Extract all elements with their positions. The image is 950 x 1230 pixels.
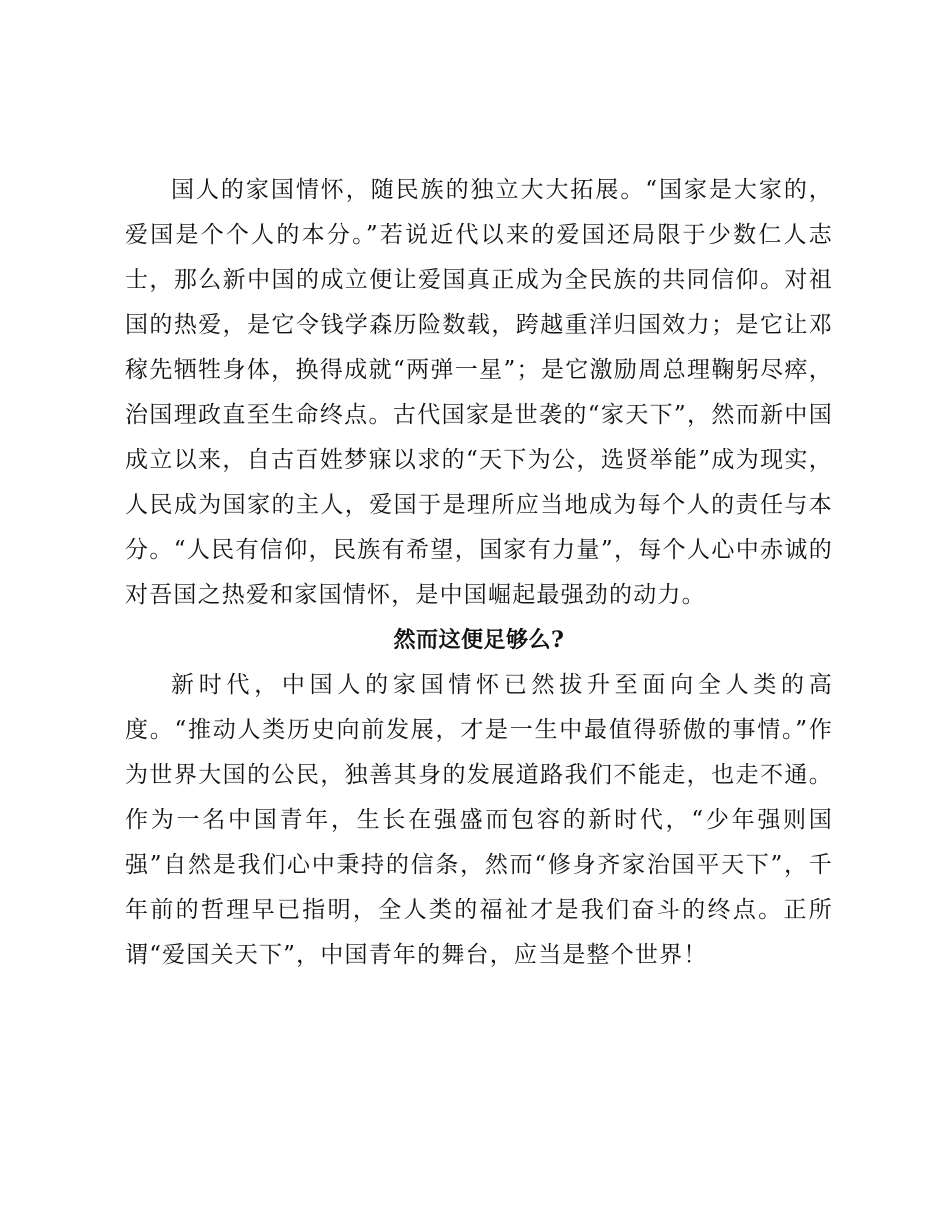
document-body [125,168,833,978]
paragraph-patriotism-history: 国人的家国情怀，随民族的独立大大拓展。“国家是大家的，爱国是个个人的本分。”若说近代以来的爱国还局限于少数仁人志士，那么新中国的成立便让爱国真正成为全民族的共同信仰。对祖国的热爱，是它令钱学森历险数载，跨越重洋归国效力；是它让邓稼先牺牲身体，换得成就“两弹一星”；是它激励周总理鞠躬尽瘁，治国理政直至生命终点。古代国家是世袭的“家天下”，然而新中国成立以来，自古百姓梦寐以求的“天下为公，选贤举能”成为现实，人民成为国家的主人，爱国于是理所应当地成为每个人的责任与本分。“人民有信仰，民族有希望，国家有力量”，每个人心中赤诚的对吾国之热爱和家国情怀，是中国崛起最强劲的动力。 [125,177,833,608]
paragraph-new-era: 新时代，中国人的家国情怀已然拔升至面向全人类的高度。“推动人类历史向前发展，才是一生中最值得骄傲的事情。”作为世界大国的公民，独善其身的发展道路我们不能走，也走不通。作为一名中国青年，生长在强盛而包容的新时代，“少年强则国强”自然是我们心中秉持的信条，然而“修身齐家治国平天下”，千年前的哲理早已指明，全人类的福祉才是我们奋斗的终点。正所谓“爱国关天下”，中国青年的舞台，应当是整个世界！ [125,672,833,968]
section-heading: 然而这便足够么? [393,627,565,653]
